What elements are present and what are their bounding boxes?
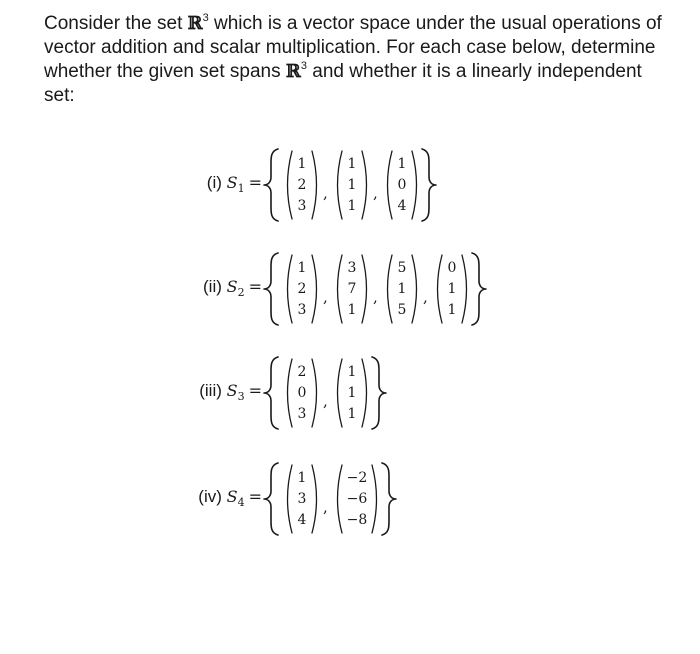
vector-entry: 2 <box>297 177 307 193</box>
vector-entry: 2 <box>297 281 307 297</box>
vector-right-paren <box>362 255 367 323</box>
vector-right-paren <box>462 255 467 323</box>
right-brace <box>382 463 396 535</box>
vector-entry: 1 <box>347 364 357 380</box>
vector-entry: 1 <box>297 470 307 486</box>
right-brace <box>472 253 486 325</box>
vector-entry: 3 <box>297 491 307 507</box>
vector-right-paren <box>312 359 317 427</box>
set-vectors-3 <box>262 353 562 433</box>
field-symbol: ℝ <box>187 13 203 34</box>
vector-entry: −6 <box>346 491 368 507</box>
vector-left-paren <box>288 151 293 219</box>
vector-entry: 1 <box>347 385 357 401</box>
vector-left-paren <box>338 255 343 323</box>
vector-entry: 1 <box>347 156 357 172</box>
vector-left-paren <box>338 151 343 219</box>
intro-part2: which is a vector space under the usual operations of vector addition and scalar multiplication. For each case below, determine whether the given set spans <box>44 13 662 82</box>
vector-entry: −8 <box>346 512 368 528</box>
set-vectors-1 <box>262 145 562 225</box>
vector-left-paren <box>288 359 293 427</box>
intro-part1: Consider the set <box>44 13 188 34</box>
separator-comma: , <box>423 288 428 306</box>
set-vectors-4 <box>262 459 562 539</box>
vector-entry: 3 <box>297 406 307 422</box>
vector-right-paren <box>372 465 377 533</box>
vector-entry: 1 <box>397 281 407 297</box>
left-brace <box>264 149 278 221</box>
set-row-1 <box>0 145 700 225</box>
field-symbol-2: ℝ <box>285 61 301 82</box>
field-exponent: 3 <box>202 11 209 24</box>
equals-sign-3: = <box>248 381 262 400</box>
set-label-1 <box>207 172 262 200</box>
separator-comma: , <box>323 288 328 306</box>
set-row-4 <box>0 459 700 539</box>
vector-left-paren <box>288 465 293 533</box>
field-exponent-2: 3 <box>300 59 307 72</box>
set-row-2 <box>0 249 700 329</box>
vector-entry: 4 <box>297 512 307 528</box>
vector-right-paren <box>362 359 367 427</box>
set-vectors-2 <box>262 249 562 329</box>
set-number-1: (i) <box>206 173 222 192</box>
vector-right-paren <box>362 151 367 219</box>
set-var-3: $S_3$ <box>226 381 245 404</box>
left-brace <box>264 357 278 429</box>
set-label-2 <box>203 276 262 304</box>
vector-entry: 5 <box>397 302 407 318</box>
set-label-4 <box>198 486 262 514</box>
vector-entry: 2 <box>297 364 307 380</box>
set-var-2: $S_2$ <box>226 277 245 300</box>
vector-right-paren <box>312 151 317 219</box>
vector-entry: 4 <box>397 198 407 214</box>
left-brace <box>264 463 278 535</box>
equals-sign-2: = <box>248 277 262 296</box>
vector-right-paren <box>412 151 417 219</box>
separator-comma: , <box>373 288 378 306</box>
separator-comma: , <box>373 184 378 202</box>
vector-left-paren <box>338 359 343 427</box>
vector-entry: 0 <box>297 385 307 401</box>
vector-entry: 3 <box>297 198 307 214</box>
vector-right-paren <box>412 255 417 323</box>
vector-right-paren <box>312 255 317 323</box>
problem-statement <box>44 12 676 108</box>
vector-entry: 7 <box>347 281 357 297</box>
separator-comma: , <box>323 392 328 410</box>
vector-entry: 5 <box>397 260 407 276</box>
vector-entry: 1 <box>447 281 457 297</box>
vector-left-paren <box>388 255 393 323</box>
separator-comma: , <box>323 498 328 516</box>
equals-sign-4: = <box>248 487 262 506</box>
vector-entry: 3 <box>347 260 357 276</box>
vector-right-paren <box>312 465 317 533</box>
vector-entry: 0 <box>447 260 457 276</box>
set-number-4: (iv) <box>198 487 222 506</box>
set-label-3 <box>199 380 262 408</box>
right-brace <box>372 357 386 429</box>
vector-entry: 1 <box>447 302 457 318</box>
vector-left-paren <box>438 255 443 323</box>
vector-entry: 1 <box>347 198 357 214</box>
vector-left-paren <box>388 151 393 219</box>
set-number-2: (ii) <box>203 277 222 296</box>
vector-entry: 1 <box>347 302 357 318</box>
vector-entry: 1 <box>297 260 307 276</box>
equals-sign-1: = <box>248 173 262 192</box>
intro-part3: and whether it is a linearly independent set: <box>44 61 642 106</box>
right-brace <box>422 149 436 221</box>
vector-entry: 1 <box>297 156 307 172</box>
set-var-1: $S_1$ <box>226 173 245 196</box>
vector-entry: 0 <box>397 177 407 193</box>
vector-entry: 1 <box>397 156 407 172</box>
set-row-3 <box>0 353 700 433</box>
vector-entry: 1 <box>347 177 357 193</box>
separator-comma: , <box>323 184 328 202</box>
vector-left-paren <box>288 255 293 323</box>
vector-entry: −2 <box>346 470 368 486</box>
vector-left-paren <box>338 465 343 533</box>
left-brace <box>264 253 278 325</box>
set-var-4: $S_4$ <box>226 487 245 510</box>
vector-entry: 3 <box>297 302 307 318</box>
set-number-3: (iii) <box>199 381 222 400</box>
vector-entry: 1 <box>347 406 357 422</box>
